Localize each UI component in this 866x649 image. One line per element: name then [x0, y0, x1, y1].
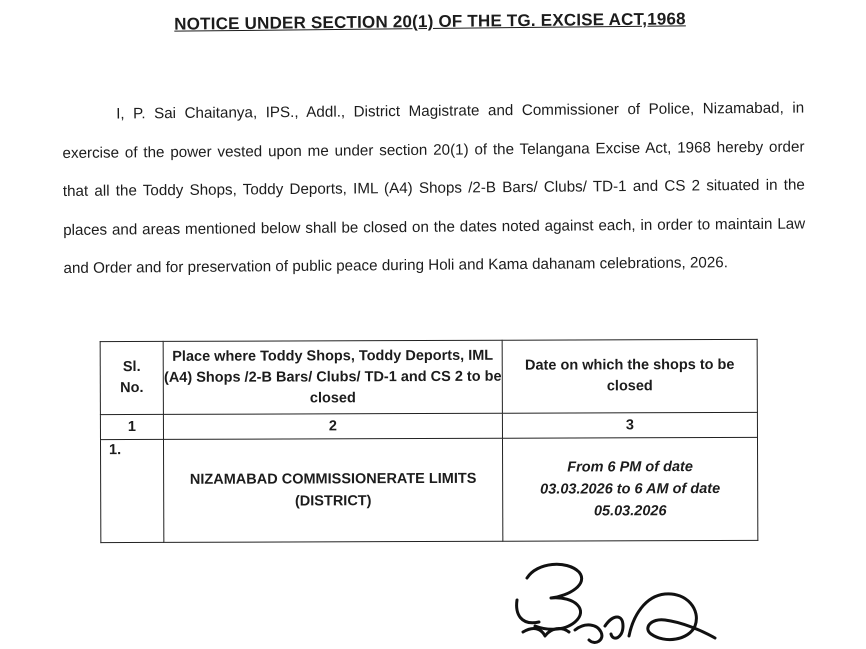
column-number-row — [100, 412, 757, 439]
header-date: Date on which the shops to be closed — [502, 339, 757, 413]
column-number: 1 — [100, 414, 163, 439]
column-number: 2 — [163, 413, 502, 439]
row-date-line3: 05.03.2026 — [593, 503, 667, 520]
table-row — [100, 437, 757, 542]
notice-title: NOTICE UNDER SECTION 20(1) OF THE TG. EXCISE ACT,1968 — [174, 9, 686, 34]
header-sl-line2: No. — [120, 379, 144, 397]
header-place: Place where Toddy Shops, Toddy Deports, IML (A4) Shops /2-B Bars/ Clubs/ TD-1 and CS 2 to be closed — [163, 340, 502, 414]
row-place-line2: (DISTRICT) — [294, 493, 372, 510]
row-place — [163, 438, 502, 542]
row-date-line1: From 6 PM of date — [567, 459, 693, 476]
column-number: 3 — [502, 412, 757, 438]
closure-table — [100, 339, 759, 543]
header-sl-no — [100, 341, 163, 414]
row-place-line1: NIZAMABAD COMMISSIONERATE LIMITS — [189, 470, 477, 488]
signature — [505, 556, 725, 649]
row-date-line2: 03.03.2026 to 6 AM of date — [540, 480, 721, 498]
table-header-row — [100, 339, 757, 414]
row-sl-no: 1. — [100, 439, 163, 542]
notice-body: I, P. Sai Chaitanya, IPS., Addl., District Magistrate and Commissioner of Police, Nizamabad, in exercise of the power vested upon me under section 20(1) of the Telangana Excise Act, 1968 hereby order that all the Toddy Shops, Toddy Deports, IML (A4) Shops /2-B Bars/ Clubs/ TD-1 and CS 2 situated in the places and areas mentioned below shall be closed on the dates noted against each, in order to maintain Law and Order and for preservation of public peace during Holi and Kama dahanam celebrations, 2026. — [62, 99, 806, 278]
header-sl-line1: Sl. — [122, 359, 141, 376]
row-date — [502, 437, 757, 541]
